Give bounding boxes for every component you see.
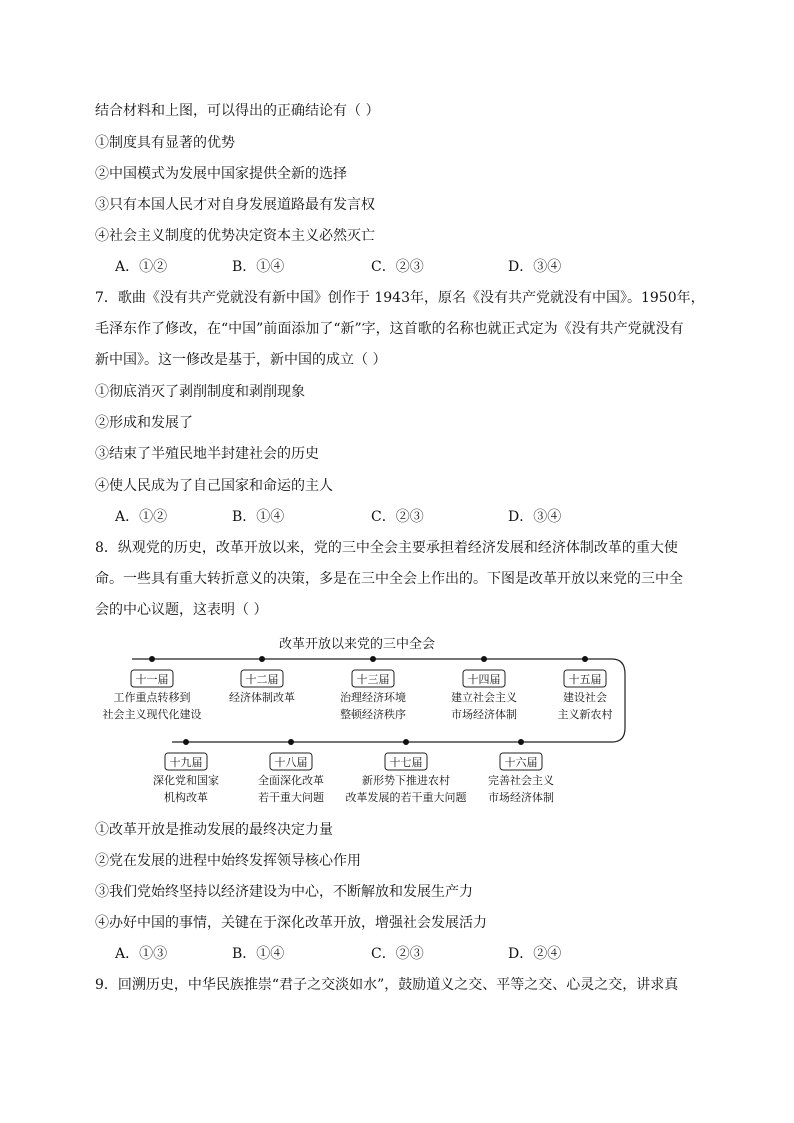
q6-item-3: ③只有本国人民才对自身发展道路最有发言权 <box>95 197 375 213</box>
plenum-label: 十一届 <box>135 673 169 686</box>
timeline-dot <box>370 656 376 662</box>
plenum-node-bottom-4 <box>488 739 554 804</box>
plenum-topic-line: 建设社会 <box>563 691 607 704</box>
plenum-node-top-1 <box>103 656 202 721</box>
q8-stem-line-3: 会的中心议题，这表明（ ） <box>95 602 268 618</box>
timeline-top-row <box>103 656 613 721</box>
plenum-topic-line: 经济体制改革 <box>229 691 295 704</box>
plenum-node-bottom-2 <box>258 739 324 804</box>
q8-stem-line-2: 命。一些具有重大转折意义的决策，多是在三中全会上作出的。下图是改革开放以来党的三中全 <box>95 571 683 587</box>
q7-stem-line-3: 新中国》。这一修改是基于，新中国的成立（ ） <box>95 352 387 368</box>
plenum-label: 十七届 <box>389 756 423 769</box>
q7-item-4: ④使人民成为了自己国家和命运的主人 <box>95 478 333 494</box>
plenum-node-top-2 <box>229 656 295 704</box>
q8-option-c[interactable]: C．②③ <box>371 946 424 962</box>
q6-item-1: ①制度具有显著的优势 <box>95 135 235 151</box>
timeline-dot <box>259 656 265 662</box>
q6-stem: 结合材料和上图，可以得出的正确结论有（ ） <box>95 103 380 119</box>
timeline-dot <box>518 739 524 745</box>
plenum-node-top-5 <box>558 656 613 721</box>
timeline-dot <box>481 656 487 662</box>
q8-item-1: ①改革开放是推动发展的最终决定力量 <box>95 822 333 838</box>
q6-option-b[interactable]: B．①④ <box>232 259 285 275</box>
q8-item-3: ③我们党始终坚持以经济建设为中心，不断解放和发展生产力 <box>95 884 473 900</box>
q7-option-c[interactable]: C．②③ <box>371 509 424 525</box>
plenum-label: 十三届 <box>356 673 390 686</box>
plenum-label: 十九届 <box>169 756 203 769</box>
q6-option-a[interactable]: A．①② <box>115 259 168 275</box>
plenum-topic-line: 机构改革 <box>164 791 208 804</box>
q8-item-4: ④办好中国的事情，关键在于深化改革开放，增强社会发展活力 <box>95 915 487 931</box>
plenum-topic-line: 建立社会主义 <box>451 691 517 704</box>
diagram-title: 改革开放以来党的三中全会 <box>278 637 436 652</box>
plenum-topic-line: 新形势下推进农村 <box>362 774 450 787</box>
q7-item-1: ①彻底消灭了剥削制度和剥削现象 <box>95 384 305 400</box>
plenum-topic-line: 整顿经济秩序 <box>340 708 406 721</box>
plenum-timeline-diagram <box>0 628 794 808</box>
plenum-topic-line: 全面深化改革 <box>258 774 324 787</box>
timeline-dot <box>403 739 409 745</box>
q8-option-b[interactable]: B．①④ <box>232 946 285 962</box>
plenum-topic-line: 社会主义现代化建设 <box>102 708 202 721</box>
q8-stem-line-1: 8．纵观党的历史，改革开放以来，党的三中全会主要承担着经济发展和经济体制改革的重大使 <box>95 540 678 556</box>
timeline-dot <box>149 656 155 662</box>
plenum-node-bottom-1 <box>153 739 219 804</box>
plenum-topic-line: 完善社会主义 <box>488 774 554 787</box>
plenum-topic-line: 市场经济体制 <box>488 791 554 804</box>
q7-stem-line-2: 毛泽东作了修改，在“中国”前面添加了“新”字，这首歌的名称也就正式定为《没有共产党就没有 <box>95 321 684 337</box>
q7-item-3: ③结束了半殖民地半封建社会的历史 <box>95 446 319 462</box>
plenum-topic-line: 市场经济体制 <box>451 708 517 721</box>
plenum-label: 十四届 <box>467 673 501 686</box>
q7-stem-line-1: 7．歌曲《没有共产党就没有新中国》创作于 1943年，原名《没有共产党就没有中国》。1950年， <box>95 290 705 306</box>
q6-option-d[interactable]: D．③④ <box>508 259 562 275</box>
q6-item-2: ②中国模式为发展中国家提供全新的选择 <box>95 166 347 182</box>
plenum-topic-line: 主义新农村 <box>557 708 613 721</box>
q6-item-4: ④社会主义制度的优势决定资本主义必然灭亡 <box>95 228 375 244</box>
q7-item-2: ②形成和发展了 <box>95 415 193 431</box>
plenum-topic-line: 治理经济环境 <box>340 691 406 704</box>
q8-option-a[interactable]: A．①③ <box>115 946 168 962</box>
plenum-node-bottom-3 <box>346 739 467 804</box>
timeline-bottom-row <box>153 739 554 804</box>
plenum-label: 十八届 <box>274 756 308 769</box>
plenum-label: 十五届 <box>568 673 602 686</box>
q8-option-d[interactable]: D．②④ <box>508 946 562 962</box>
plenum-topic-line: 若干重大问题 <box>258 791 324 804</box>
plenum-label: 十六届 <box>504 756 538 769</box>
timeline-dot <box>183 739 189 745</box>
plenum-label: 十二届 <box>245 673 279 686</box>
timeline-dot <box>288 739 294 745</box>
q7-option-b[interactable]: B．①④ <box>232 509 285 525</box>
timeline-dot <box>582 656 588 662</box>
q9-stem-line-1: 9．回溯历史，中华民族推崇“君子之交淡如水”，鼓励道义之交、平等之交、心灵之交，讲求真 <box>95 977 679 993</box>
plenum-topic-line: 深化党和国家 <box>153 774 219 787</box>
q7-option-a[interactable]: A．①② <box>115 509 168 525</box>
plenum-topic-line: 改革发展的若干重大问题 <box>345 791 467 804</box>
q6-option-c[interactable]: C．②③ <box>371 259 424 275</box>
plenum-topic-line: 工作重点转移到 <box>113 691 191 704</box>
q8-item-2: ②党在发展的进程中始终发挥领导核心作用 <box>95 853 361 869</box>
q7-option-d[interactable]: D．③④ <box>508 509 562 525</box>
plenum-node-top-4 <box>451 656 517 721</box>
plenum-node-top-3 <box>340 656 406 721</box>
